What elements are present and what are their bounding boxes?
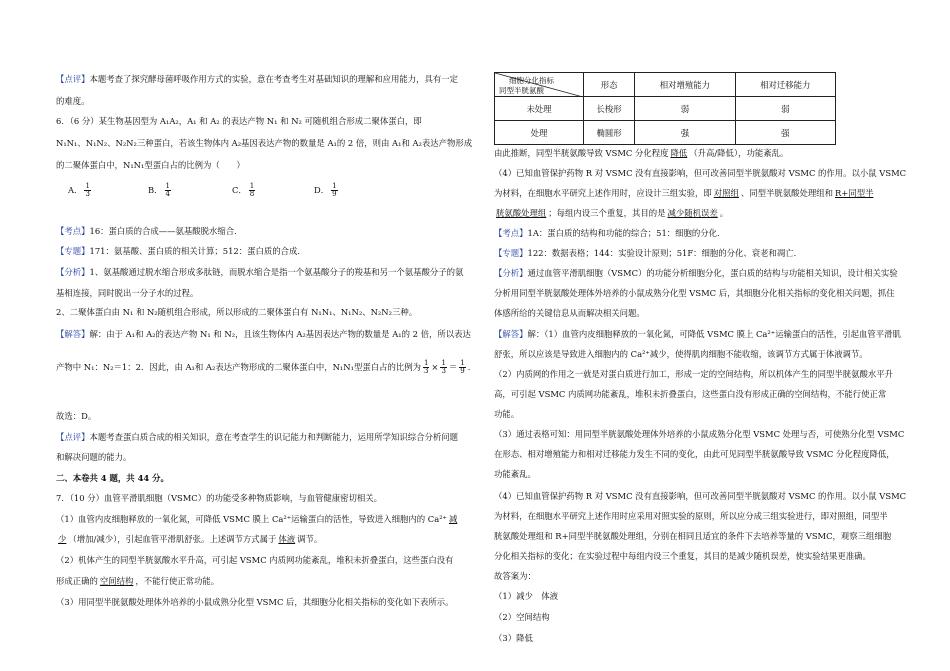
r4-blank-error: 减少随机误差 bbox=[667, 208, 718, 218]
answer-6: 故选：D。 bbox=[56, 411, 97, 421]
review-2 bbox=[56, 431, 458, 443]
option-d-fraction: $\frac{1}{9}$ bbox=[332, 182, 337, 198]
answer-3: （3）降低 bbox=[494, 633, 533, 643]
r-kaodian: 【考点】1A：蛋白质的结构和功能的综合；51：细胞的分化． bbox=[494, 228, 726, 238]
r-zhuanti: 【专题】122：数据表格；144：实验设计原则；51F：细胞的分化、衰老和凋亡． bbox=[494, 248, 803, 258]
r4-blank-control: 对照组 bbox=[713, 188, 739, 198]
fraction-one-third-b: $\frac{1}{3}$ bbox=[441, 359, 446, 375]
r4-line-2: 为材料，在细胞水平研究上述作用时，应设计三组实验，即 对照组 、同型半胱氨酸处理组和 R+同型半 bbox=[494, 188, 874, 198]
jieda bbox=[56, 328, 471, 340]
table-corner-cell bbox=[495, 73, 584, 97]
table-header-cell: 形态 bbox=[584, 73, 635, 97]
r-zhuanti-tag: 【专题】 bbox=[494, 248, 528, 258]
zhuanti-tag: 【专题】 bbox=[56, 246, 90, 256]
table-header-row bbox=[495, 73, 836, 97]
q7-part1-cont: 少 （增加/减少），引起血管平滑肌舒张。上述调节方式属于 体液 调节。 bbox=[58, 534, 323, 544]
option-a[interactable] bbox=[68, 183, 93, 198]
q7-part3: （3）用同型半胱氨酸处理体外培养的小鼠成熟分化型 VSMC 后，其细胞分化相关指标的变化如下表所示。 bbox=[56, 597, 454, 607]
r4-line-1: （4）已知血管保护药物 R 对 VSMC 没有直接影响，但可改善同型半胱氨酸对 VSMC 的作用。以小鼠 VSMC bbox=[494, 168, 907, 178]
differentiation-table bbox=[494, 72, 836, 145]
r-jieda-line-2: 舒张，所以应该是导致进入细胞内的 Ca²⁺减少，使得肌肉细胞不能收缩，该调节方式属于体液调节。 bbox=[494, 349, 868, 359]
kaodian bbox=[56, 225, 243, 237]
fenxi-line-3: 2、二聚体蛋白由 N₁ 和 N₂随机组合形成，所以形成的二聚体蛋白有 N₁N₁、N₁N₂、N₂N₂三种。 bbox=[56, 307, 418, 317]
r-jieda: 【解答】解：（1）血管内皮细胞释放的一氧化氮，可降低 VSMC 膜上 Ca²⁺运输蛋白的活性，引起血管平滑肌 bbox=[494, 329, 901, 339]
r-jieda-line-6: （3）通过表格可知：用同型半胱氨酸处理体外培养的小鼠成熟分化型 VSMC 处理与否，可使熟分化型 VSMC bbox=[494, 429, 905, 439]
r-fenxi-line-3: 体感所给的关键信息从而解决相关问题。 bbox=[494, 308, 645, 318]
review-tag: 【点评】 bbox=[56, 74, 90, 84]
table-row bbox=[495, 121, 836, 145]
r-jieda-line-4: 高，可引起 VSMC 内质网功能紊乱，堆积未折叠蛋白，这些蛋白没有形成正确的空间结构，不能行使正常 bbox=[494, 389, 887, 399]
review-2-line-2: 和解决问题的能力。 bbox=[56, 452, 132, 462]
q7-line-1: 7．（10 分）血管平滑肌细胞（VSMC）的功能受多种物质影响，与血管健康密切相关。 bbox=[56, 493, 382, 503]
corner-top-label: 细胞分化指标 bbox=[509, 76, 554, 85]
option-c-label: C． bbox=[232, 185, 247, 195]
review-1-cont: 的难度。 bbox=[56, 96, 90, 106]
q6-line-3: 的二聚体蛋白中，N₁N₁型蛋白占的比例为（ ） bbox=[56, 160, 245, 170]
r-jieda-line-3: （2）内质网的作用之一就是对蛋白质进行加工，形成一定的空间结构，所以机体产生的同型半胱氨酸水平升 bbox=[494, 369, 893, 379]
jieda-tag: 【解答】 bbox=[56, 329, 90, 339]
r-blank-reduce: 降低 bbox=[670, 148, 688, 158]
r-jieda-line-8: 功能紊乱。 bbox=[494, 469, 536, 479]
r4-blank-r: R+同型半 bbox=[835, 188, 874, 198]
r-jieda-line-9: （4）已知血管保护药物 R 对 VSMC 没有直接影响，但可改善同型半胱氨酸对 VSMC 的作用。以小鼠 VSMC bbox=[494, 491, 907, 501]
jieda-line-1: 解：由于 A₁和 A₂的表达产物 N₁ 和 N₂，且该生物体内 A₂基因表达产物的数量是 A₁的 2 倍，所以表达 bbox=[89, 329, 471, 339]
review-2-line-1: 本题考查蛋白质合成的相关知识，意在考查学生的识记能力和判断能力，运用所学知识综合分析问题 bbox=[89, 432, 458, 442]
q7-blank-2: 体液 bbox=[278, 534, 296, 544]
answer-2: （2）空间结构 bbox=[494, 612, 550, 622]
zhuanti-text: 171：氨基酸、蛋白质的相关计算；512：蛋白质的合成． bbox=[89, 246, 306, 256]
r-jieda-line-5: 功能。 bbox=[494, 409, 520, 419]
option-d[interactable] bbox=[314, 183, 340, 198]
r-jieda-line-11: 胱氨酸处理组和 R+同型半胱氨酸处理组，分别在相同且适宜的条件下去培养等量的 VSMC，观察三组细胞 bbox=[494, 531, 892, 541]
option-c-fraction: $\frac{1}{8}$ bbox=[249, 182, 255, 198]
q7-blank-3: 空间结构 bbox=[99, 576, 134, 586]
fenxi-line-2: 基相连接，同时脱出一分子水的过程。 bbox=[56, 288, 199, 298]
r-fenxi-tag: 【分析】 bbox=[494, 268, 528, 278]
table-cell: 强 bbox=[635, 121, 735, 145]
fraction-one-ninth: $\frac{1}{9}$ bbox=[460, 359, 465, 375]
kaodian-tag: 【考点】 bbox=[56, 226, 90, 236]
table-header-cell: 相对迁移能力 bbox=[735, 73, 835, 97]
option-c[interactable] bbox=[232, 183, 257, 198]
option-b-fraction: $\frac{1}{4}$ bbox=[165, 182, 170, 198]
r-fenxi: 【分析】通过血管平滑肌细胞（VSMC）的功能分析细胞分化，蛋白质的结构与功能相关知识，设计相关实验 bbox=[494, 268, 898, 278]
r4-line-3: 胱氨酸处理组 ；每组内设三个重复，其目的是 减少随机误差 。 bbox=[496, 208, 729, 218]
r-conclusion: 由此推断，同型半胱氨酸导致 VSMC 分化程度 降低 （升高/降低），功能紊乱。 bbox=[494, 148, 789, 158]
kaodian-text: 16：蛋白质的合成——氨基酸脱水缩合． bbox=[89, 226, 243, 236]
r-jieda-tag: 【解答】 bbox=[494, 329, 528, 339]
q7-part1: （1）血管内皮细胞释放的一氧化氮，可降低 VSMC 膜上 Ca²⁺运输蛋白的活性，导致进入细胞内的 Ca²⁺ 减 bbox=[56, 514, 458, 524]
jieda-line-2: 产物中 N₁：N₂＝1：2．因此，由 A₁和 A₂表达产物形成的二聚体蛋白中，N₁N₁型蛋白占的比例为 $\frac{1}{3}$ × $\frac{1}{3}$ ＝ $\frac{1}{9}$ ． bbox=[56, 359, 477, 375]
r-jieda-line-10: 为材料，在细胞水平研究上述作用时应采用对照实验的原则，所以应分成三组实验进行，即对照组，同型半 bbox=[494, 511, 888, 521]
q7-blank-1: 减 bbox=[448, 514, 458, 524]
option-d-label: D． bbox=[314, 185, 330, 195]
r4-blank-r-cont: 胱氨酸处理组 bbox=[496, 208, 547, 218]
fenxi bbox=[56, 266, 463, 278]
r-fenxi-line-2: 分析用同型半胱氨酸处理体外培养的小鼠成熟分化型 VSMC 后，其细胞分化相关指标的变化相关问题，抓住 bbox=[494, 288, 895, 298]
table-header-cell: 相对增殖能力 bbox=[635, 73, 735, 97]
option-b-label: B． bbox=[148, 185, 163, 195]
r-kaodian-tag: 【考点】 bbox=[494, 228, 528, 238]
table-cell: 弱 bbox=[735, 97, 835, 121]
corner-bottom-label: 同型半胱氨酸 bbox=[499, 86, 544, 95]
table-cell: 强 bbox=[735, 121, 835, 145]
answer-title: 故答案为： bbox=[494, 571, 536, 581]
zhuanti bbox=[56, 245, 306, 257]
r-jieda-line-7: 在形态、相对增殖能力和相对迁移能力发生不同的变化，由此可见同型半胱氨酸导致 VSMC 分化程度降低， bbox=[494, 449, 895, 459]
answer-1: （1）减少 体液 bbox=[494, 591, 558, 601]
option-b[interactable] bbox=[148, 183, 173, 198]
fenxi-tag: 【分析】 bbox=[56, 267, 90, 277]
table-row-label: 处理 bbox=[495, 121, 584, 145]
section-2-title: 二、本卷共 4 题，共 44 分。 bbox=[56, 473, 169, 483]
table-cell: 弱 bbox=[635, 97, 735, 121]
table-row bbox=[495, 97, 836, 121]
fraction-one-third: $\frac{1}{3}$ bbox=[423, 359, 429, 375]
option-a-label: A． bbox=[68, 185, 83, 195]
q7-blank-1b: 少 bbox=[58, 534, 67, 544]
review-1 bbox=[56, 73, 458, 85]
q6-line-2: N₁N₁、N₁N₂、N₂N₂三种蛋白，若该生物体内 A₂基因表达产物的数量是 A₁的 2 倍，则由 A₁和 A₂表达产物形成 bbox=[56, 138, 473, 148]
review-text: 本题考查了探究酵母菌呼吸作用方式的实验，意在考查考生对基础知识的理解和应用能力，具有一定 bbox=[89, 74, 458, 84]
q7-part2: （2）机体产生的同型半胱氨酸水平升高，可引起 VSMC 内质网功能紊乱，堆积未折叠蛋白，这些蛋白没有 bbox=[56, 555, 454, 565]
table-row-label: 未处理 bbox=[495, 97, 584, 121]
option-a-fraction: $\frac{1}{3}$ bbox=[85, 182, 90, 198]
review-2-tag: 【点评】 bbox=[56, 432, 90, 442]
r-jieda-line-12: 分化相关指标的变化；在实验过程中每组内设三个重复，其目的是减少随机误差，使实验结果更准确。 bbox=[494, 551, 871, 561]
fenxi-line-1: 1、氨基酸通过脱水缩合形成多肽链，而脱水缩合是指一个氨基酸分子的羧基和另一个氨基酸分子的氨 bbox=[89, 267, 464, 277]
q7-part2-cont: 形成正确的 空间结构 ，不能行使正常功能。 bbox=[56, 576, 220, 586]
table-cell: 长梭形 bbox=[584, 97, 635, 121]
table-cell: 椭圆形 bbox=[584, 121, 635, 145]
q6-line-1: 6．（6 分）某生物基因型为 A₁A₂，A₁ 和 A₂ 的表达产物 N₁ 和 N₂ 可随机组合形成二聚体蛋白，即 bbox=[56, 116, 422, 126]
